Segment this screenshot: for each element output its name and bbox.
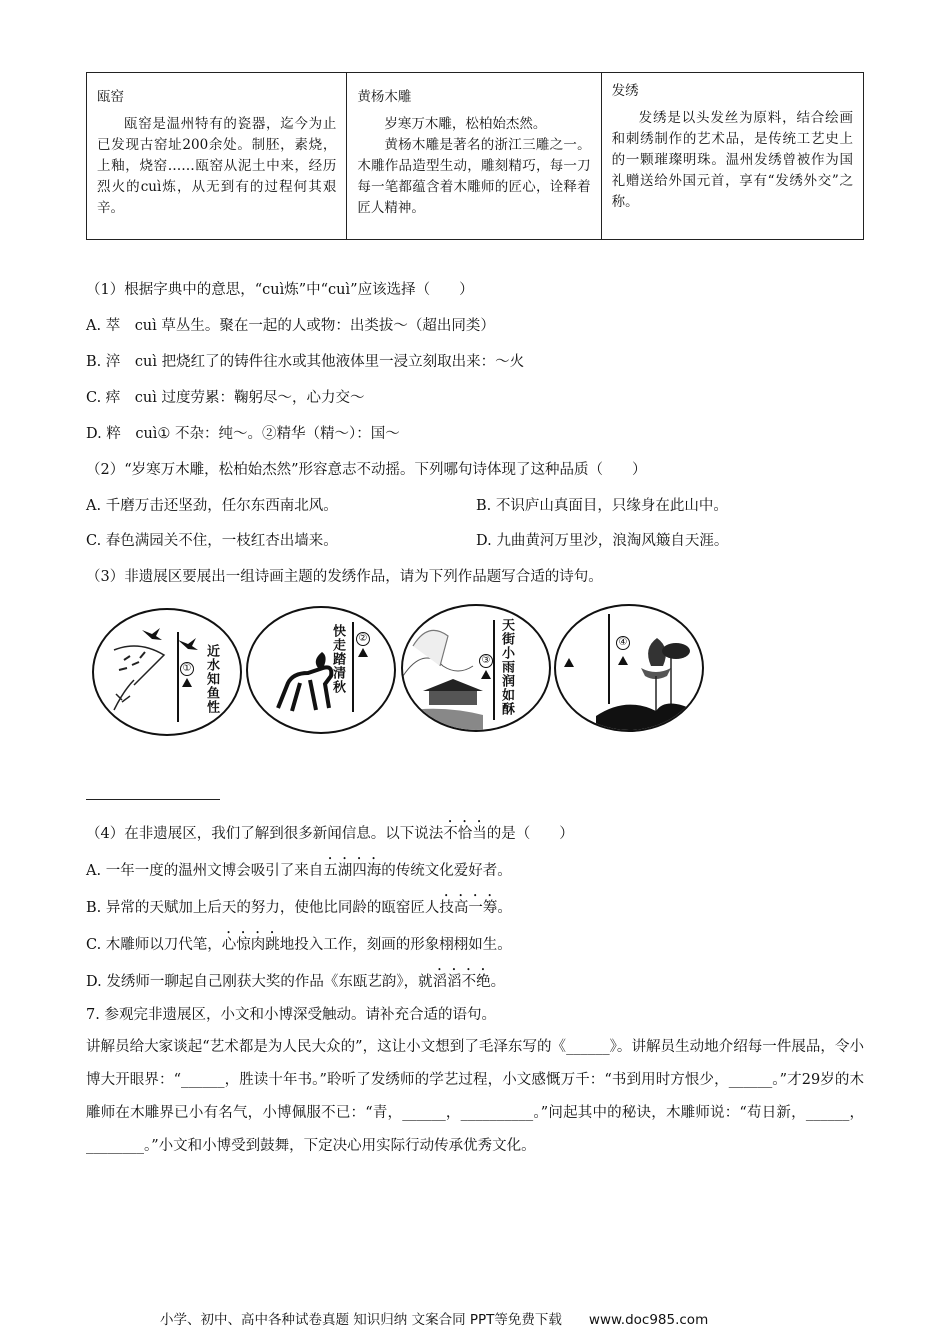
embroidery-poem: 快走踏清秋 [330,624,345,694]
table-cell-faxiu [601,73,863,239]
fill-blank[interactable]: __________ [460,1105,534,1121]
horse-drawing [248,608,396,734]
option-text: 。 [497,900,512,916]
option-text: 的传统文化爱好者。 [381,863,512,879]
option-text: C. 木雕师以刀代笔， [86,937,222,953]
q1-option-b: B. 淬 cuì 把烧红了的铸件往水或其他液体里一浸立刻取出来：～火 [86,354,525,370]
table-cell-ouyao [87,73,346,239]
q7-text: 》。讲解员生动地介绍每一件展品，令小博大开眼界：“ [86,1039,865,1088]
poem-line-bar [177,632,179,722]
q7-stem: 7. 参观完非遗展区，小文和小博深受触动。请补充合适的语句。 [86,1007,496,1023]
cell-body: 瓯窑是温州特有的瓷器，迄今为止已发现古窑址200余处。制胚，素烧，上釉，烧窑……瓯窑从泥土中来，经历烈火的cuì炼，从无到有的过程何其艰辛。 [97,116,337,216]
blank-triangle-icon [564,658,574,667]
q4-option-a [86,855,512,880]
pavilion-landscape-drawing [403,606,551,732]
blank-triangle-icon [618,656,628,665]
fill-blank[interactable]: ________ [86,1138,144,1154]
table-cell-muidiao [346,73,600,239]
work-number: ① [180,662,194,676]
cell-line: 岁寒万木雕，松柏始杰然。 [384,116,547,132]
q4-option-d [86,966,505,991]
info-table [86,72,864,240]
blank-triangle-icon [481,670,491,679]
fill-blank[interactable]: ______ [181,1072,225,1088]
option-emphasis: 滔滔不绝 [432,974,491,990]
q2-option-d: D. 九曲黄河万里沙，浪淘风簸自天涯。 [476,533,729,549]
q7-text: 。”问起其中的秘诀，木雕师说：“苟日新， [533,1105,806,1121]
fill-blank[interactable]: ______ [728,1072,773,1088]
embroidery-circle-3 [401,604,551,732]
blank-triangle-icon [358,648,368,657]
cell-body: 发绣是以头发丝为原料，结合绘画和刺绣制作的艺术品，是传统工艺史上的一颗璀璨明珠。温州发绣曾被作为国礼赠送给外国元首，享有“发绣外交”之称。 [611,110,853,210]
option-emphasis: 技高一筹 [439,900,498,916]
q2-stem: （2）“岁寒万木雕，松柏始杰然”形容意志不动摇。下列哪句诗体现了这种品质（ ） [86,462,647,478]
q2-option-a: A. 千磨万击还坚劲，任尔东西南北风。 [86,498,338,514]
lotus-drawing [556,606,704,732]
q4-stem-emphasis: 不恰当 [443,826,487,842]
option-text: 。 [490,974,506,990]
cell-title: 瓯窑 [97,89,124,105]
option-text: A. 一年一度的温州文博会吸引了来自 [86,863,324,879]
option-text: 地投入工作，刻画的形象栩栩如生。 [279,937,512,953]
q7-text: ，胜读十年书。”聆听了发绣师的学艺过程，小文感慨万千：“书到用时方恨少， [224,1072,729,1088]
q4-option-b [86,892,512,917]
option-emphasis: 心惊肉跳 [221,937,280,953]
option-text: B. 异常的天赋加上后天的努力，使他比同龄的瓯窑匠人 [86,900,440,916]
q1-option-a: A. 萃 cuì 草丛生。聚在一起的人或物：出类拔～（超出同类） [86,318,495,334]
q7-paragraph [86,1031,864,1163]
q7-text: ， [849,1105,865,1121]
q7-text: 。”才29岁的木雕师在木雕界已小有名气，小博佩服不已：“青， [86,1072,864,1121]
q1-option-c: C. 瘁 cuì 过度劳累：鞠躬尽～，心力交～ [86,390,365,406]
fill-blank[interactable]: ______ [566,1039,610,1055]
page-footer: 小学、初中、高中各种试卷真题 知识归纳 文案合同 PPT等免费下载 www.doc985.com [160,1312,709,1328]
fill-blank[interactable]: ______ [805,1105,850,1121]
q1-stem: （1）根据字典中的意思，“cuì炼”中“cuì”应该选择（ ） [86,282,474,298]
q4-option-c [86,929,512,954]
work-number: ③ [479,654,493,668]
q1-option-d: D. 粹 cuì① 不杂：纯～。②精华（精～）：国～ [86,426,400,442]
q7-text: 讲解员给大家谈起“艺术都是为人民大众的”，这让小文想到了毛泽东写的《 [86,1039,567,1055]
q4-stem-text: （4）在非遗展区，我们了解到很多新闻信息。以下说法 [86,826,444,842]
q3-stem: （3）非遗展区要展出一组诗画主题的发绣作品，请为下列作品题写合适的诗句。 [86,569,603,585]
q2-option-b: B. 不识庐山真面目，只缘身在此山中。 [476,498,728,514]
option-emphasis: 五湖四海 [323,863,382,879]
poem-line-bar [608,614,610,704]
option-text: D. 发绣师一聊起自己刚获大奖的作品《东瓯艺韵》，就 [86,974,433,990]
poem-line-bar [493,620,495,720]
poem-line-bar [352,622,354,712]
cell-title: 黄杨木雕 [357,89,412,105]
embroidery-poem: 近水知鱼性 [204,644,219,714]
blank-triangle-icon [182,678,192,687]
work-number: ④ [616,636,630,650]
embroidery-circle-4 [554,604,704,732]
embroidery-circle-1 [92,608,242,736]
q7-text: 。”小文和小博受到鼓舞，下定决心用实际行动传承优秀文化。 [144,1138,536,1154]
cell-body: 黄杨木雕是著名的浙江三雕之一。木雕作品造型生动，雕刻精巧，每一刀每一笔都蕴含着木雕师的匠心，诠释着匠人精神。 [357,137,591,216]
q2-option-c: C. 春色满园关不住，一枝红杏出墙来。 [86,533,338,549]
work-number: ② [356,632,370,646]
embroidery-poem: 天街小雨润如酥 [499,618,514,716]
answer-blank-line[interactable] [86,799,220,800]
cell-title: 发绣 [611,83,639,99]
q4-stem [86,818,574,843]
fill-blank[interactable]: ______ [402,1105,446,1121]
q7-text: ， [445,1105,461,1121]
q4-stem-text: 的是（ ） [486,826,574,842]
embroidery-circle-2 [246,606,396,734]
